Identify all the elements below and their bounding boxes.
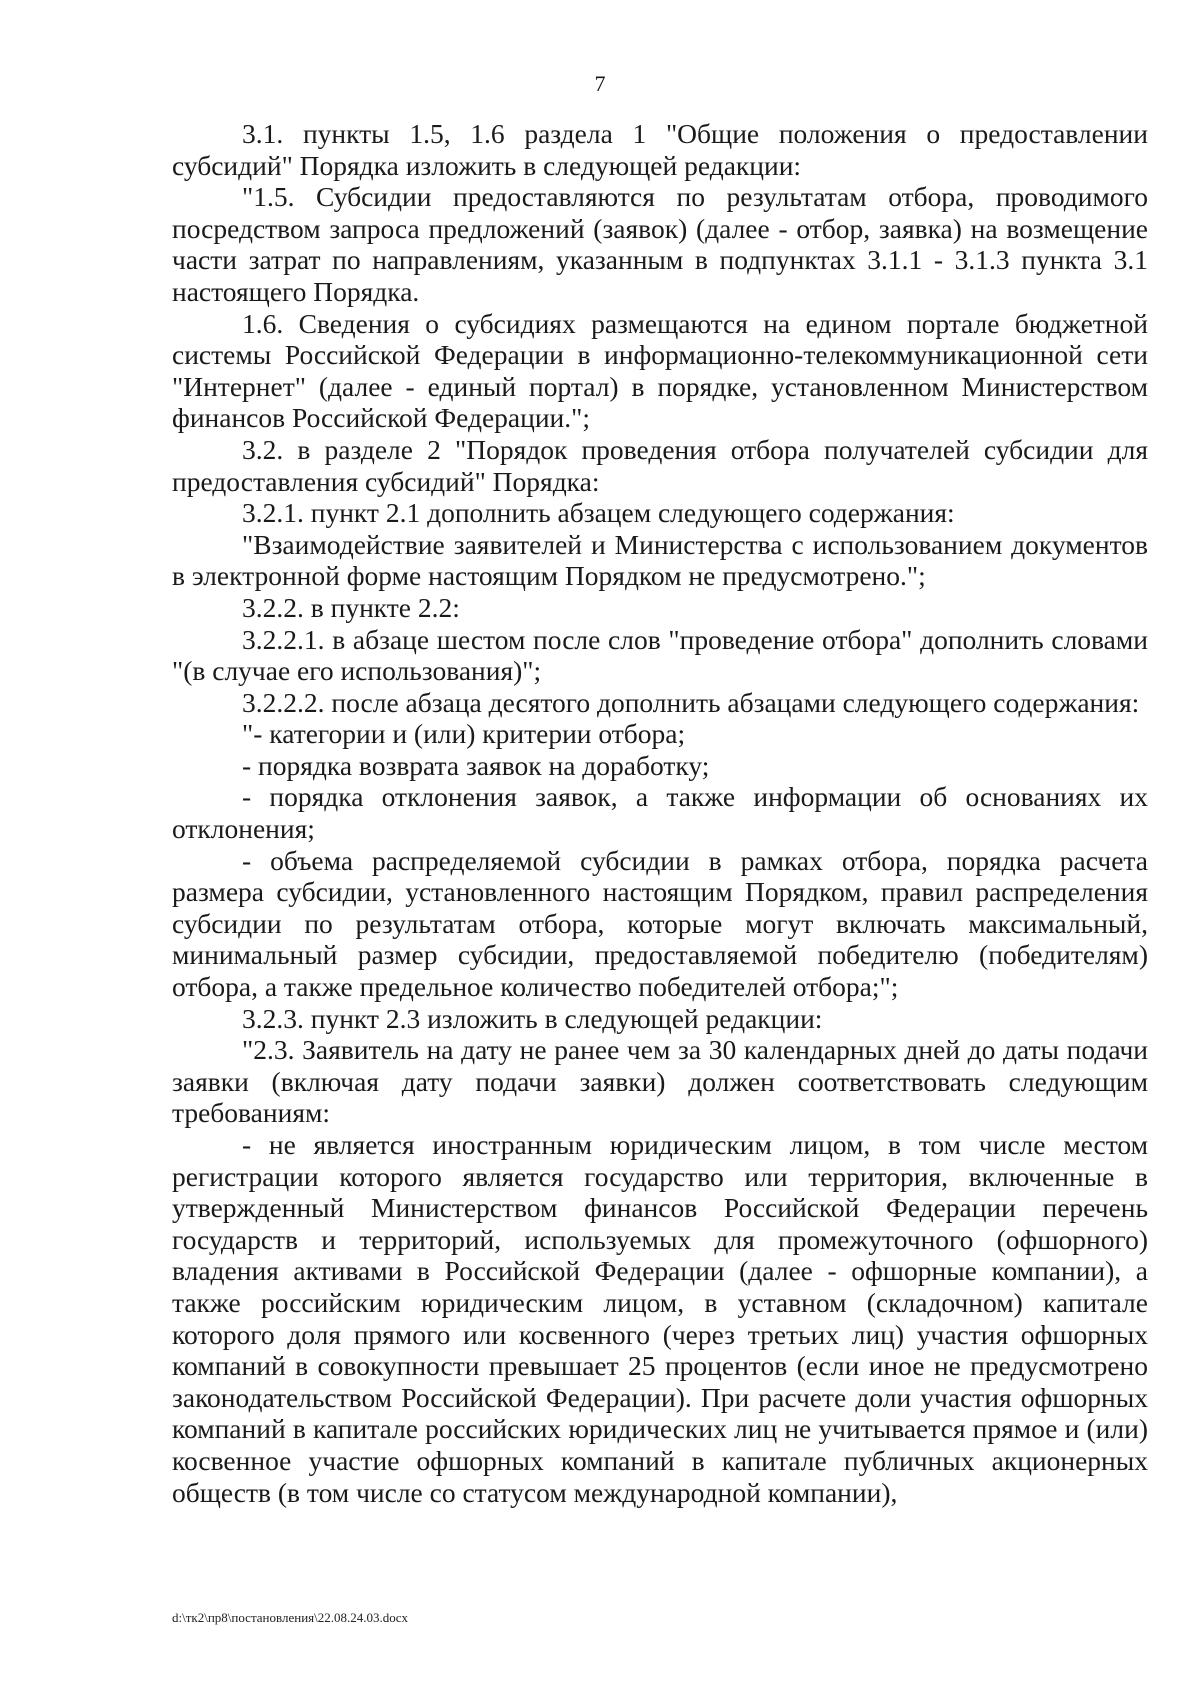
paragraph-3-2-2-2: 3.2.2.2. после абзаца десятого дополнить абзацами следующего содержания:: [242, 686, 1140, 718]
list-item-offshore-requirement: - не является иностранным юридическим лицом, в том числе местом регистрации которого является государство или территория, включенные в утвержденный Министерством финансов Российской Федерации перечень государств и территорий, используемых для промежуточного (офшорного) владения активами в Российской Федерации (далее - офшорные компании), а также российским юридическим лицом, в уставном (складочном) капитале которого доля прямого или косвенного (через третьих лиц) участия офшорных компаний в совокупности превышает 25 процентов (если иное не предусмотрено законодательством Российской Федерации). При расчете доли участия офшорных компаний в капитале российских юридических лиц не учитывается прямое и (или) косвенное участие офшорных компаний в капитале публичных акционерных обществ (в том числе со статусом международной компании),: [172, 1129, 1148, 1508]
list-item-criteria: "- категории и (или) критерии отбора;: [242, 718, 686, 750]
paragraph-3-1: 3.1. пункты 1.5, 1.6 раздела 1 "Общие положения о предоставлении субсидий" Порядка изложить в следующей редакции:: [172, 118, 1148, 181]
list-item-subsidy-volume: - объема распределяемой субсидии в рамках отбора, порядка расчета размера субсидии, установленного настоящим Порядком, правил распределения субсидии по результатам отбора, которые могут включать максимальный, минимальный размер субсидии, предоставляемой победителю (победителям) отбора, а также предельное количество победителей отбора;";: [172, 844, 1148, 1003]
paragraph-1-6: 1.6. Сведения о субсидиях размещаются на едином портале бюджетной системы Российской Федерации в информационно-телекоммуникационной сети "Интернет" (далее - единый портал) в порядке, установленном Министерством финансов Российской Федерации.";: [172, 307, 1148, 434]
paragraph-3-2-1: 3.2.1. пункт 2.1 дополнить абзацем следующего содержания:: [242, 497, 955, 529]
page-number: 7: [594, 71, 606, 96]
list-item-return-procedure: - порядка возврата заявок на доработку;: [242, 749, 710, 781]
paragraph-3-2-2-1: 3.2.2.1. в абзаце шестом после слов "проведение отбора" дополнить словами "(в случае его использования)";: [172, 623, 1148, 687]
paragraph-2-3: "2.3. Заявитель на дату не ранее чем за 30 календарных дней до даты подачи заявки (включая дату подачи заявки) должен соответствовать следующим требованиям:: [172, 1034, 1148, 1129]
file-path-footer: d:\тк2\пр8\постановления\22.08.24.03.docx: [172, 1610, 409, 1625]
paragraph-interaction-quote: "Взаимодействие заявителей и Министерства с использованием документов в электронной форме настоящим Порядком не предусмотрено.";: [172, 528, 1148, 592]
list-item-rejection-procedure: - порядка отклонения заявок, а также информации об основаниях их отклонения;: [172, 781, 1148, 845]
document-body: [172, 118, 1148, 1508]
paragraph-3-2: 3.2. в разделе 2 "Порядок проведения отбора получателей субсидии для предоставления субсидий" Порядка:: [172, 433, 1148, 497]
paragraph-3-2-3: 3.2.3. пункт 2.3 изложить в следующей редакции:: [242, 1002, 823, 1034]
paragraph-3-2-2: 3.2.2. в пункте 2.2:: [242, 591, 460, 623]
paragraph-1-5: "1.5. Субсидии предоставляются по результатам отбора, проводимого посредством запроса предложений (заявок) (далее - отбор, заявка) на возмещение части затрат по направлениям, указанным в подпунктах 3.1.1 - 3.1.3 пункта 3.1 настоящего Порядка.: [172, 181, 1148, 307]
